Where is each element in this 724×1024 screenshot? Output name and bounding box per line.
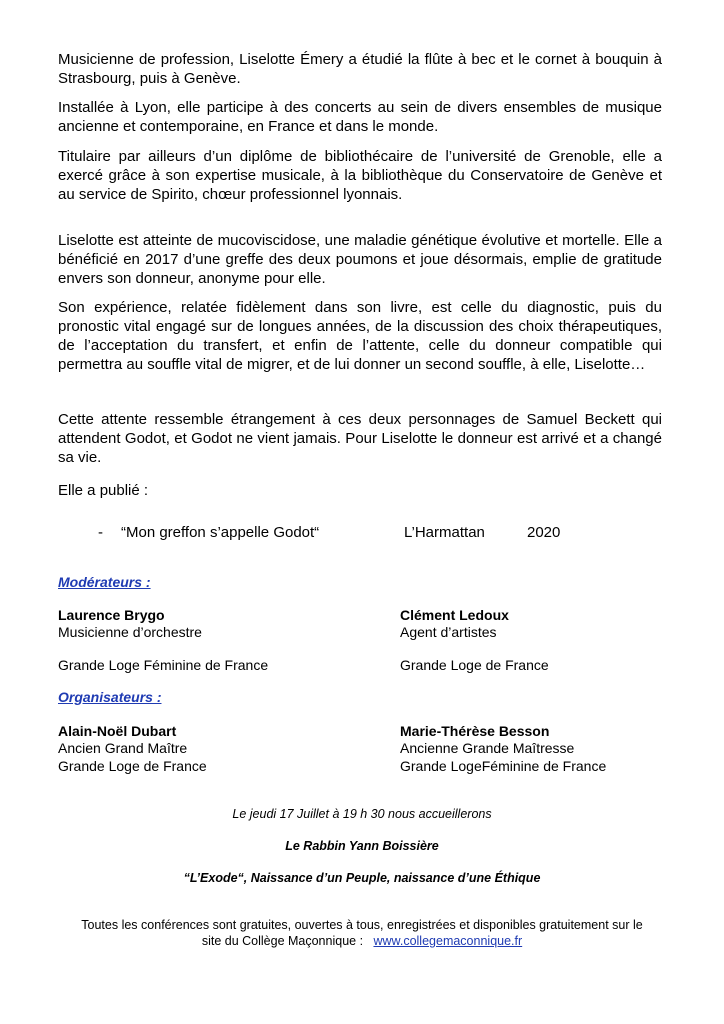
footer-line-1: Toutes les conférences sont gratuites, ouvertes à tous, enregistrées et disponibles gratuitement sur le xyxy=(81,918,643,932)
moderateur-right-org: Grande Loge de France xyxy=(400,657,549,673)
next-event-speaker: Le Rabbin Yann Boissière xyxy=(285,839,439,853)
organisateurs-heading: Organisateurs : xyxy=(58,689,162,705)
publication-bullet: - xyxy=(98,524,103,541)
paragraph-beckett: Cette attente ressemble étrangement à ces deux personnages de Samuel Beckett qui attendent Godot, et Godot ne vient jamais. Pour Liselotte le donneur est arrivé et a changé sa vie. xyxy=(58,411,662,466)
organisateur-right-org: Grande LogeFéminine de France xyxy=(400,758,607,774)
footer xyxy=(40,917,684,949)
publication-year: 2020 xyxy=(527,524,561,541)
moderateur-left-role: Musicienne d’orchestre xyxy=(58,624,202,640)
organisateur-right-role: Ancienne Grande Maîtresse xyxy=(400,740,575,756)
organisateur-left-role: Ancien Grand Maître xyxy=(58,740,188,756)
publication-title: “Mon greffon s’appelle Godot“ xyxy=(121,524,320,541)
paragraph-bibliothecaire: Titulaire par ailleurs d’un diplôme de bibliothécaire de l’université de Grenoble, elle a exercé grâce à son expertise musicale, à la bibliothèque du Conservatoire de Genève et au service de Spirito, chœur professionnel lyonnais. xyxy=(58,148,662,203)
footer-site-label: site du Collège Maçonnique : xyxy=(201,934,364,948)
paragraph-experience: Son expérience, relatée fidèlement dans son livre, est celle du diagnostic, puis du pronostic vital engagé sur de longues années, de la discussion des choix thérapeutiques, de l’acceptation du transfert, et enfin de l’attente, celle du donneur compatible qui permettra au souffle vital de migrer, et de lui donner un second souffle, à elle, Liselotte… xyxy=(58,299,662,373)
website-link[interactable]: www.collegemaconnique.fr xyxy=(373,934,523,948)
paragraph-mucoviscidose: Liselotte est atteinte de mucoviscidose, une maladie génétique évolutive et mortelle. Elle a bénéficié en 2017 d’une greffe des deux poumons et joue désormais, emplie de gratitude envers son donneur, anonyme pour elle. xyxy=(58,232,662,287)
next-event-title: “L’Exode“, Naissance d’un Peuple, naissance d’une Éthique xyxy=(183,871,541,885)
organisateur-right-name: Marie-Thérèse Besson xyxy=(400,723,550,739)
moderateur-right-name: Clément Ledoux xyxy=(400,607,509,623)
publication-intro: Elle a publié : xyxy=(58,482,149,499)
organisateur-left-name: Alain-Noël Dubart xyxy=(58,723,177,739)
next-event-date: Le jeudi 17 Juillet à 19 h 30 nous accueillerons xyxy=(232,807,492,821)
footer-line-2 xyxy=(40,933,684,949)
moderateur-left-name: Laurence Brygo xyxy=(58,607,165,623)
paragraph-lyon: Installée à Lyon, elle participe à des concerts au sein de divers ensembles de musique ancienne et contemporaine, en France et dans le monde. xyxy=(58,99,662,135)
organisateur-left-org: Grande Loge de France xyxy=(58,758,207,774)
moderateur-left-org: Grande Loge Féminine de France xyxy=(58,657,269,673)
moderateurs-heading: Modérateurs : xyxy=(58,574,151,590)
publication-publisher: L’Harmattan xyxy=(404,524,485,541)
paragraph-intro: Musicienne de profession, Liselotte Émery a étudié la flûte à bec et le cornet à bouquin à Strasbourg, puis à Genève. xyxy=(58,51,662,87)
moderateur-right-role: Agent d’artistes xyxy=(400,624,497,640)
